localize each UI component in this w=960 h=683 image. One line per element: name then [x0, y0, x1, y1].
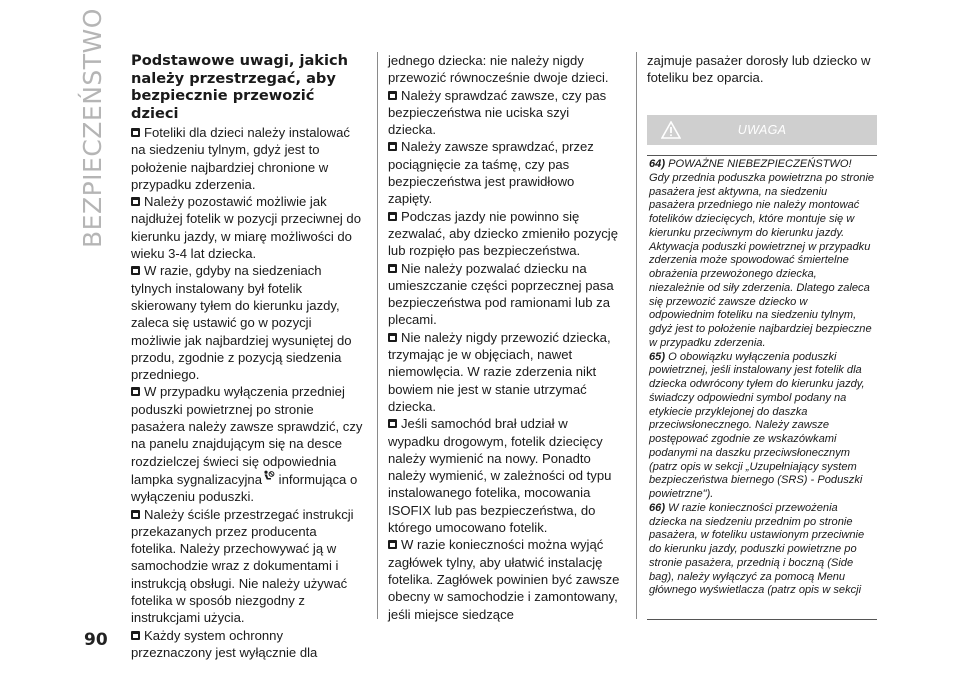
- square-bullet-icon: [131, 387, 140, 396]
- square-bullet-icon: [388, 333, 397, 342]
- square-bullet-icon: [388, 419, 397, 428]
- warning-item: 64) POWAŻNE NIEBEZPIECZEŃSTWO! Gdy przednia poduszka powietrzna po stronie pasażera jest aktywna, na siedzeniu pasażera przedniego nie należy montować fotelików dziecięcych, które montuje się w kierunku przeciwnym do kierunku jazdy. Aktywacja poduszki powietrznej w przypadku zderzenia może spowodować śmiertelne obrażenia przewożonego dziecka, niezależnie od siły zderzenia. Dlatego zaleca się przewozić zawsze dziecko w odpowiednim foteliku na siedzeniu tylnym, gdyż jest to położenie najbardziej bezpieczne w przypadku zderzenia.: [649, 158, 875, 349]
- list-item: Każdy system ochronny przeznaczony jest wyłącznie dla: [131, 627, 318, 660]
- warning-title: UWAGA: [737, 123, 787, 137]
- warning-box: [647, 115, 877, 620]
- section-title: BEZPIECZEŃSTWO: [78, 8, 107, 248]
- warning-header: [647, 115, 877, 145]
- paragraph: zajmuje pasażer dorosły lub dziecko w foteliku bez oparcia.: [647, 53, 871, 86]
- paragraph: jednego dziecka: nie należy nigdy przewozić równocześnie dwoje dzieci.: [388, 53, 609, 86]
- list-item: Jeśli samochód brał udział w wypadku drogowym, fotelik dziecięcy należy wymienić na nowy. Ponadto należy wymienić, w zależności od typu instalowanego fotelika, mocowania ISOFIX lub pas bezpieczeństwa, do którego umocowano fotelik.: [388, 416, 612, 536]
- square-bullet-icon: [388, 264, 397, 273]
- airbag-off-icon: [262, 470, 275, 488]
- column-3: [647, 52, 877, 87]
- list-item: W razie, gdyby na siedzeniach tylnych instalowany był fotelik skierowany tyłem do kierunku jazdy, zaleca się ustawić go w pozycji możliwie jak najbardziej wysuniętej do przodu, zgodnie z pozycją siedzenia przedniego.: [131, 263, 352, 383]
- list-item: Nie należy nigdy przewozić dziecka, trzymając je w objęciach, nawet niemowlęcia. W razie zderzenia nikt bowiem nie jest w stanie utrzymać dziecka.: [388, 329, 611, 414]
- square-bullet-icon: [131, 266, 140, 275]
- square-bullet-icon: [388, 142, 397, 151]
- list-item: W razie konieczności można wyjąć zagłówek tylny, aby ułatwić instalację fotelika. Zagłówek powinien być zawsze obecny w samochodzie i zamontowany, jeśli miejsce siedzące: [388, 537, 620, 622]
- column-1: [131, 52, 363, 661]
- square-bullet-icon: [388, 212, 397, 221]
- square-bullet-icon: [131, 510, 140, 519]
- column-divider: [636, 52, 637, 619]
- section-heading: Podstawowe uwagi, jakich należy przestrzegać, aby bezpiecznie przewozić dzieci: [131, 52, 349, 122]
- list-item: Należy zawsze sprawdzać, przez pociągnięcie za taśmę, czy pas bezpieczeństwa jest prawidłowo zapięty.: [388, 139, 594, 207]
- warning-item: 65) O obowiązku wyłączenia poduszki powietrznej, jeśli instalowany jest fotelik dla dziecka odwrócony tyłem do kierunku jazdy, świadczy odpowiedni symbol podany na etykiecie przyklejonej do daszka przeciwsłonecznego. Należy zawsze postępować zgodnie ze wskazówkami podanymi na daszku przeciwsłonecznym (patrz opis w sekcji „Uzupełniający system bezpieczeństwa biernego (SRS) - Poduszki powietrzne").: [649, 350, 865, 500]
- warning-body: [647, 155, 877, 620]
- list-item: Nie należy pozwalać dziecku na umieszczanie części poprzecznej pasa bezpieczeństwa pod ramionami lub za plecami.: [388, 260, 614, 328]
- square-bullet-icon: [388, 91, 397, 100]
- square-bullet-icon: [131, 128, 140, 137]
- column-2: [388, 52, 620, 623]
- list-item: Należy ściśle przestrzegać instrukcji przekazanych przez producenta fotelika. Należy przechowywać ją w samochodzie wraz z dokumentami i instrukcją obsługi. Nie należy używać fotelika w sposób niezgodny z instrukcjami użycia.: [131, 506, 354, 626]
- list-item: Podczas jazdy nie powinno się zezwalać, aby dziecko zmieniło pozycję lub rozpięło pas bezpieczeństwa.: [388, 208, 618, 259]
- list-item: Foteliki dla dzieci należy instalować na siedzeniu tylnym, gdyż jest to położenie najbardziej chronione w przypadku zderzenia.: [131, 125, 350, 192]
- square-bullet-icon: [131, 631, 140, 640]
- column-divider: [377, 52, 378, 619]
- page-number: 90: [84, 630, 108, 650]
- list-item: Należy pozostawić możliwie jak najdłużej fotelik w pozycji przeciwnej do kierunku jazdy, w miarę możliwości do wieku 3-4 lat dziecka.: [131, 194, 361, 262]
- warning-item: 66) W razie konieczności przewożenia dziecka na siedzeniu przednim po stronie pasażera, w foteliku ustawionym przeciwnie do kierunku jazdy, poduszki powietrzne po stronie pasażera, przednią i boczną (Side bag), należy wyłączyć za pomocą Menu głównego wyświetlacza (patrz opis w sekcji: [649, 501, 865, 597]
- square-bullet-icon: [388, 540, 397, 549]
- square-bullet-icon: [131, 197, 140, 206]
- list-item: W przypadku wyłączenia przedniej poduszki powietrznej po stronie pasażera należy zawsze sprawdzić, czy na panelu znajdującym się na desce rozdzielczej świeci się odpowiednia lampka sygnalizacyjna informująca o wyłączeniu poduszki.: [131, 384, 363, 505]
- list-item: Należy sprawdzać zawsze, czy pas bezpieczeństwa nie uciska szyi dziecka.: [388, 87, 607, 138]
